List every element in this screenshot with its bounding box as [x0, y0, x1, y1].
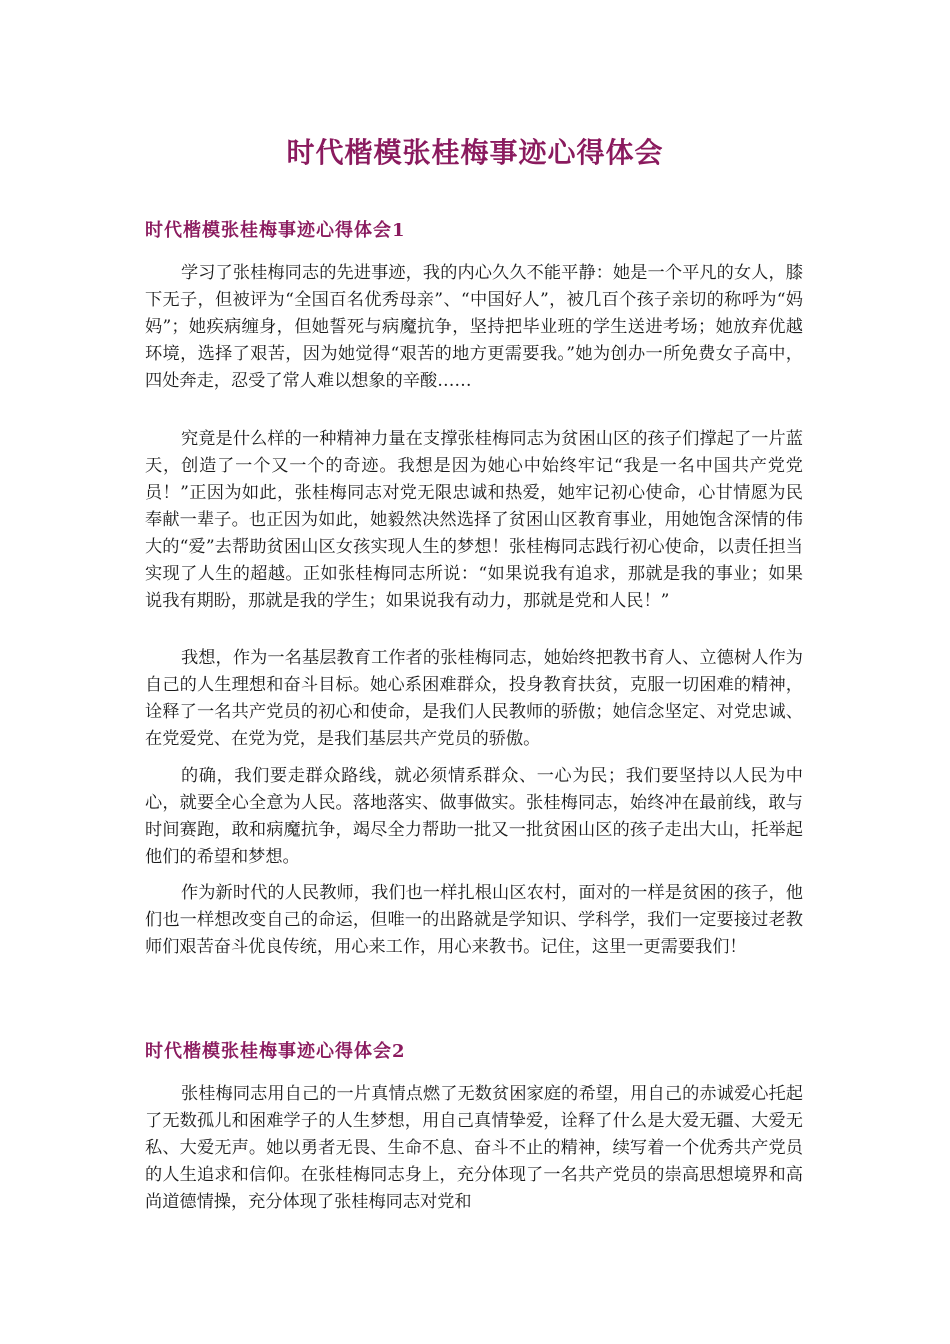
section-1-paragraph-5: 作为新时代的人民教师，我们也一样扎根山区农村，面对的一样是贫困的孩子，他们也一样想改变自己的命运，但唯一的出路就是学知识、学科学，我们一定要接过老教师们艰苦奋斗优良传统，用心来工作，用心来教书。记住，这里一更需要我们！: [145, 883, 803, 957]
section-1-paragraph-3: 我想，作为一名基层教育工作者的张桂梅同志，她始终把教书育人、立德树人作为自己的人生理想和奋斗目标。她心系困难群众，投身教育扶贫，克服一切困难的精神，诠释了一名共产党员的初心和使命，是我们人民教师的骄傲；她信念坚定、对党忠诚、在党爱党、在党为党，是我们基层共产党员的骄傲。: [145, 648, 803, 749]
section-2-paragraph-1: 张桂梅同志用自己的一片真情点燃了无数贫困家庭的希望，用自己的赤诚爱心托起了无数孤儿和困难学子的人生梦想，用自己真情挚爱，诠释了什么是大爱无疆、大爱无私、大爱无声。她以勇者无畏、生命不息、奋斗不止的精神，续写着一个优秀共产党员的人生追求和信仰。在张桂梅同志身上，充分体现了一名共产党员的崇高思想境界和高尚道德情操，充分体现了张桂梅同志对党和: [145, 1084, 803, 1212]
section-1-paragraph-2: 究竟是什么样的一种精神力量在支撑张桂梅同志为贫困山区的孩子们撑起了一片蓝天，创造了一个又一个的奇迹。我想是因为她心中始终牢记“我是一名中国共产党党员！”正因为如此，张桂梅同志对党无限忠诚和热爱，她牢记初心使命，心甘情愿为民奉献一辈子。也正因为如此，她毅然决然选择了贫困山区教育事业，用她饱含深情的伟大的“爱”去帮助贫困山区女孩实现人生的梦想！张桂梅同志践行初心使命，以责任担当实现了人生的超越。正如张桂梅同志所说：“如果说我有追求，那就是我的事业；如果说我有期盼，那就是我的学生；如果说我有动力，那就是党和人民！”: [145, 429, 803, 611]
document-title: 时代楷模张桂梅事迹心得体会: [286, 136, 664, 169]
section-1-paragraph-1: 学习了张桂梅同志的先进事迹，我的内心久久不能平静：她是一个平凡的女人，膝下无子，但被评为“全国百名优秀母亲”、“中国好人”，被几百个孩子亲切的称呼为“妈妈”；她疾病缠身，但她誓死与病魔抗争，坚持把毕业班的学生送进考场；她放弃优越环境，选择了艰苦，因为她觉得“艰苦的地方更需要我。”她为创办一所免费女子高中，四处奔走，忍受了常人难以想象的辛酸……: [145, 263, 803, 391]
section-heading-1: 时代楷模张桂梅事迹心得体会1: [145, 220, 406, 241]
section-1-paragraph-4: 的确，我们要走群众路线，就必须情系群众、一心为民；我们要坚持以人民为中心，就要全心全意为人民。落地落实、做事做实。张桂梅同志，始终冲在最前线，敢与时间赛跑，敢和病魔抗争，竭尽全力帮助一批又一批贫困山区的孩子走出大山，托举起他们的希望和梦想。: [145, 766, 803, 867]
section-heading-2: 时代楷模张桂梅事迹心得体会2: [145, 1041, 406, 1062]
